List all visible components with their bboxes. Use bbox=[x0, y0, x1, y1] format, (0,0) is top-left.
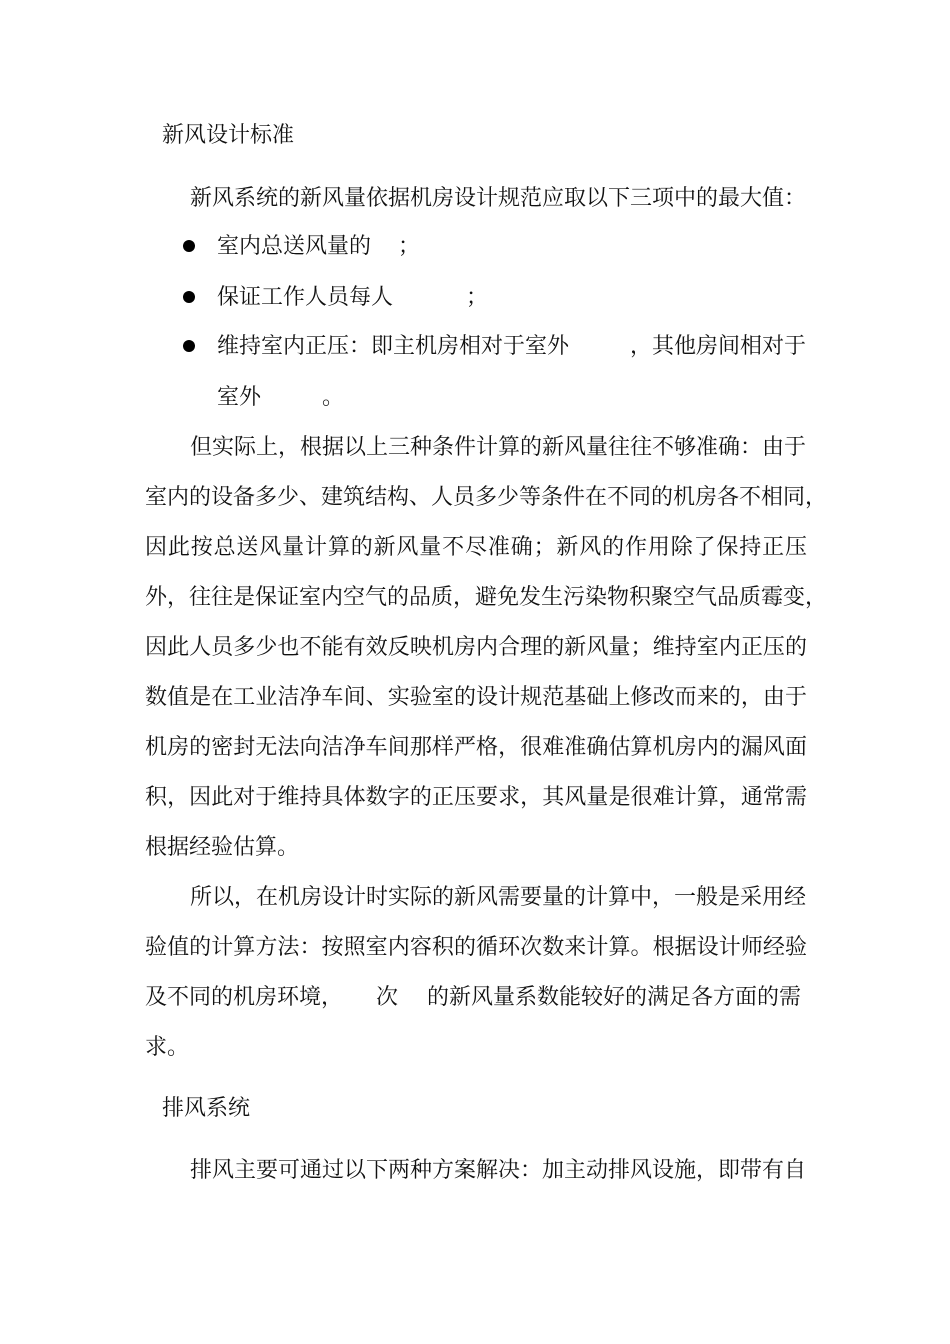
paragraph-line: 求。 bbox=[145, 1035, 190, 1060]
intro-fresh-air: 新风系统的新风量依据机房设计规范应取以下三项中的最大值： bbox=[190, 186, 807, 211]
bullet-item-supply-air-suffix: ； bbox=[398, 234, 421, 259]
section-heading-exhaust: 排风系统 bbox=[162, 1096, 251, 1121]
bullet-item-positive-pressure-suffix: 。 bbox=[322, 385, 345, 410]
paragraph-line-part: 及不同的机房环境， bbox=[145, 985, 344, 1010]
paragraph-line: 数值是在工业洁净车间、实验室的设计规范基础上修改而来的，由于 bbox=[145, 685, 807, 710]
bullet-item-positive-pressure: 维持室内正压：即主机房相对于室外 bbox=[217, 334, 570, 359]
paragraph-line: 因此按总送风量计算的新风量不尽准确；新风的作用除了保持正压 bbox=[145, 535, 807, 560]
paragraph-line: 因此人员多少也不能有效反映机房内合理的新风量；维持室内正压的 bbox=[145, 635, 807, 660]
bullet-dot bbox=[183, 240, 195, 252]
paragraph-line-part: 的新风量系数能较好的满足各方面的需 bbox=[427, 985, 802, 1010]
paragraph-line-part: 次 bbox=[376, 985, 399, 1010]
bullet-item-per-person: 保证工作人员每人 bbox=[217, 285, 394, 310]
bullet-item-supply-air: 室内总送风量的 bbox=[217, 234, 372, 259]
paragraph-line: 验值的计算方法：按照室内容积的循环次数来计算。根据设计师经验 bbox=[145, 935, 807, 960]
paragraph-line: 外，往往是保证室内空气的品质，避免发生污染物积聚空气品质霉变， bbox=[145, 585, 828, 610]
paragraph-line: 室内的设备多少、建筑结构、人员多少等条件在不同的机房各不相同， bbox=[145, 485, 828, 510]
bullet-dot bbox=[183, 291, 195, 303]
paragraph-line: 积，因此对于维持具体数字的正压要求，其风量是很难计算，通常需 bbox=[145, 785, 807, 810]
paragraph-line: 机房的密封无法向洁净车间那样严格，很难准确估算机房内的漏风面 bbox=[145, 735, 807, 760]
bullet-dot bbox=[183, 340, 195, 352]
bullet-item-positive-pressure-line2: 室外 bbox=[217, 385, 262, 410]
intro-exhaust: 排风主要可通过以下两种方案解决：加主动排风设施，即带有自 bbox=[190, 1158, 807, 1183]
bullet-item-per-person-suffix: ； bbox=[466, 285, 489, 310]
bullet-item-positive-pressure-middle: ，其他房间相对于 bbox=[630, 334, 807, 359]
paragraph-line: 根据经验估算。 bbox=[145, 835, 300, 860]
paragraph-line: 所以，在机房设计时实际的新风需要量的计算中，一般是采用经 bbox=[190, 885, 807, 910]
section-heading-fresh-air: 新风设计标准 bbox=[162, 123, 295, 148]
paragraph-line: 但实际上，根据以上三种条件计算的新风量往往不够准确：由于 bbox=[190, 435, 807, 460]
